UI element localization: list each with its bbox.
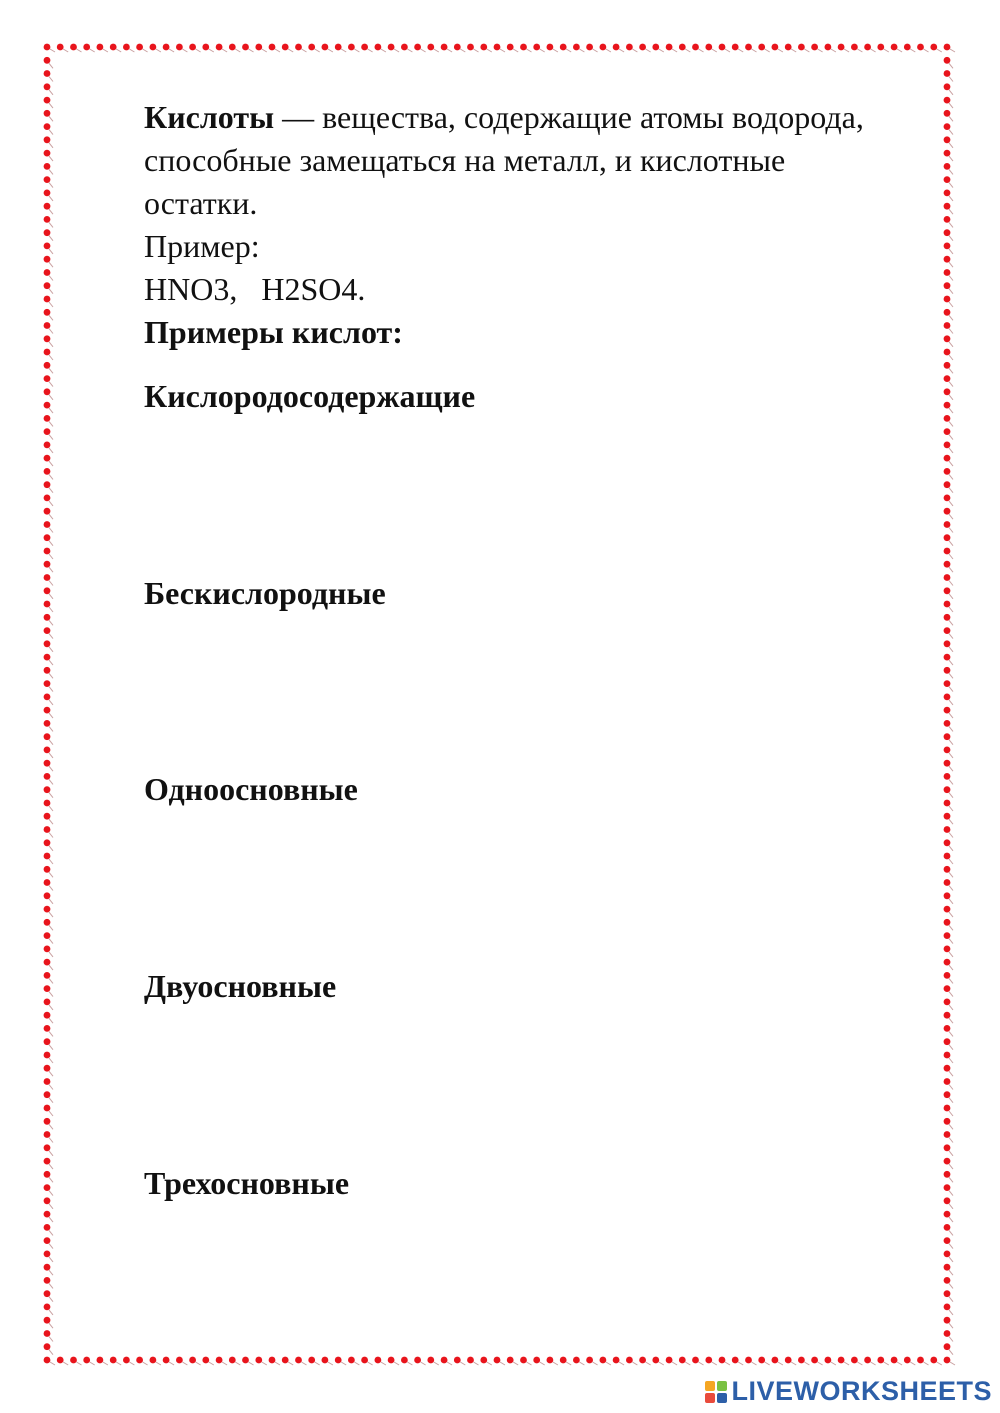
example-label: Пример: bbox=[144, 228, 260, 264]
logo-square bbox=[717, 1393, 727, 1403]
category-oxygen-free: Бескислородные bbox=[144, 575, 386, 611]
definition-block bbox=[144, 96, 884, 354]
category-monobasic: Одноосновные bbox=[144, 771, 358, 807]
example-formulas: HNO3, H2SO4. bbox=[144, 271, 366, 307]
definition-text: — вещества, содержащие атомы водорода, способные замещаться на металл, и кислотные остатки. bbox=[144, 99, 864, 221]
category-oxygen-containing: Кислородосодержащие bbox=[144, 378, 476, 414]
examples-heading: Примеры кислот: bbox=[144, 314, 403, 350]
logo-square bbox=[717, 1381, 727, 1391]
category-dibasic: Двуосновные bbox=[144, 968, 337, 1004]
liveworksheets-watermark bbox=[705, 1376, 992, 1407]
watermark-text: LIVEWORKSHEETS bbox=[731, 1376, 992, 1406]
definition-paragraph bbox=[144, 96, 884, 225]
definition-term: Кислоты bbox=[144, 99, 275, 135]
category-tribasic: Трехосновные bbox=[144, 1165, 350, 1201]
logo-square bbox=[705, 1393, 715, 1403]
logo-square bbox=[705, 1381, 715, 1391]
liveworksheets-logo-icon bbox=[705, 1381, 727, 1403]
